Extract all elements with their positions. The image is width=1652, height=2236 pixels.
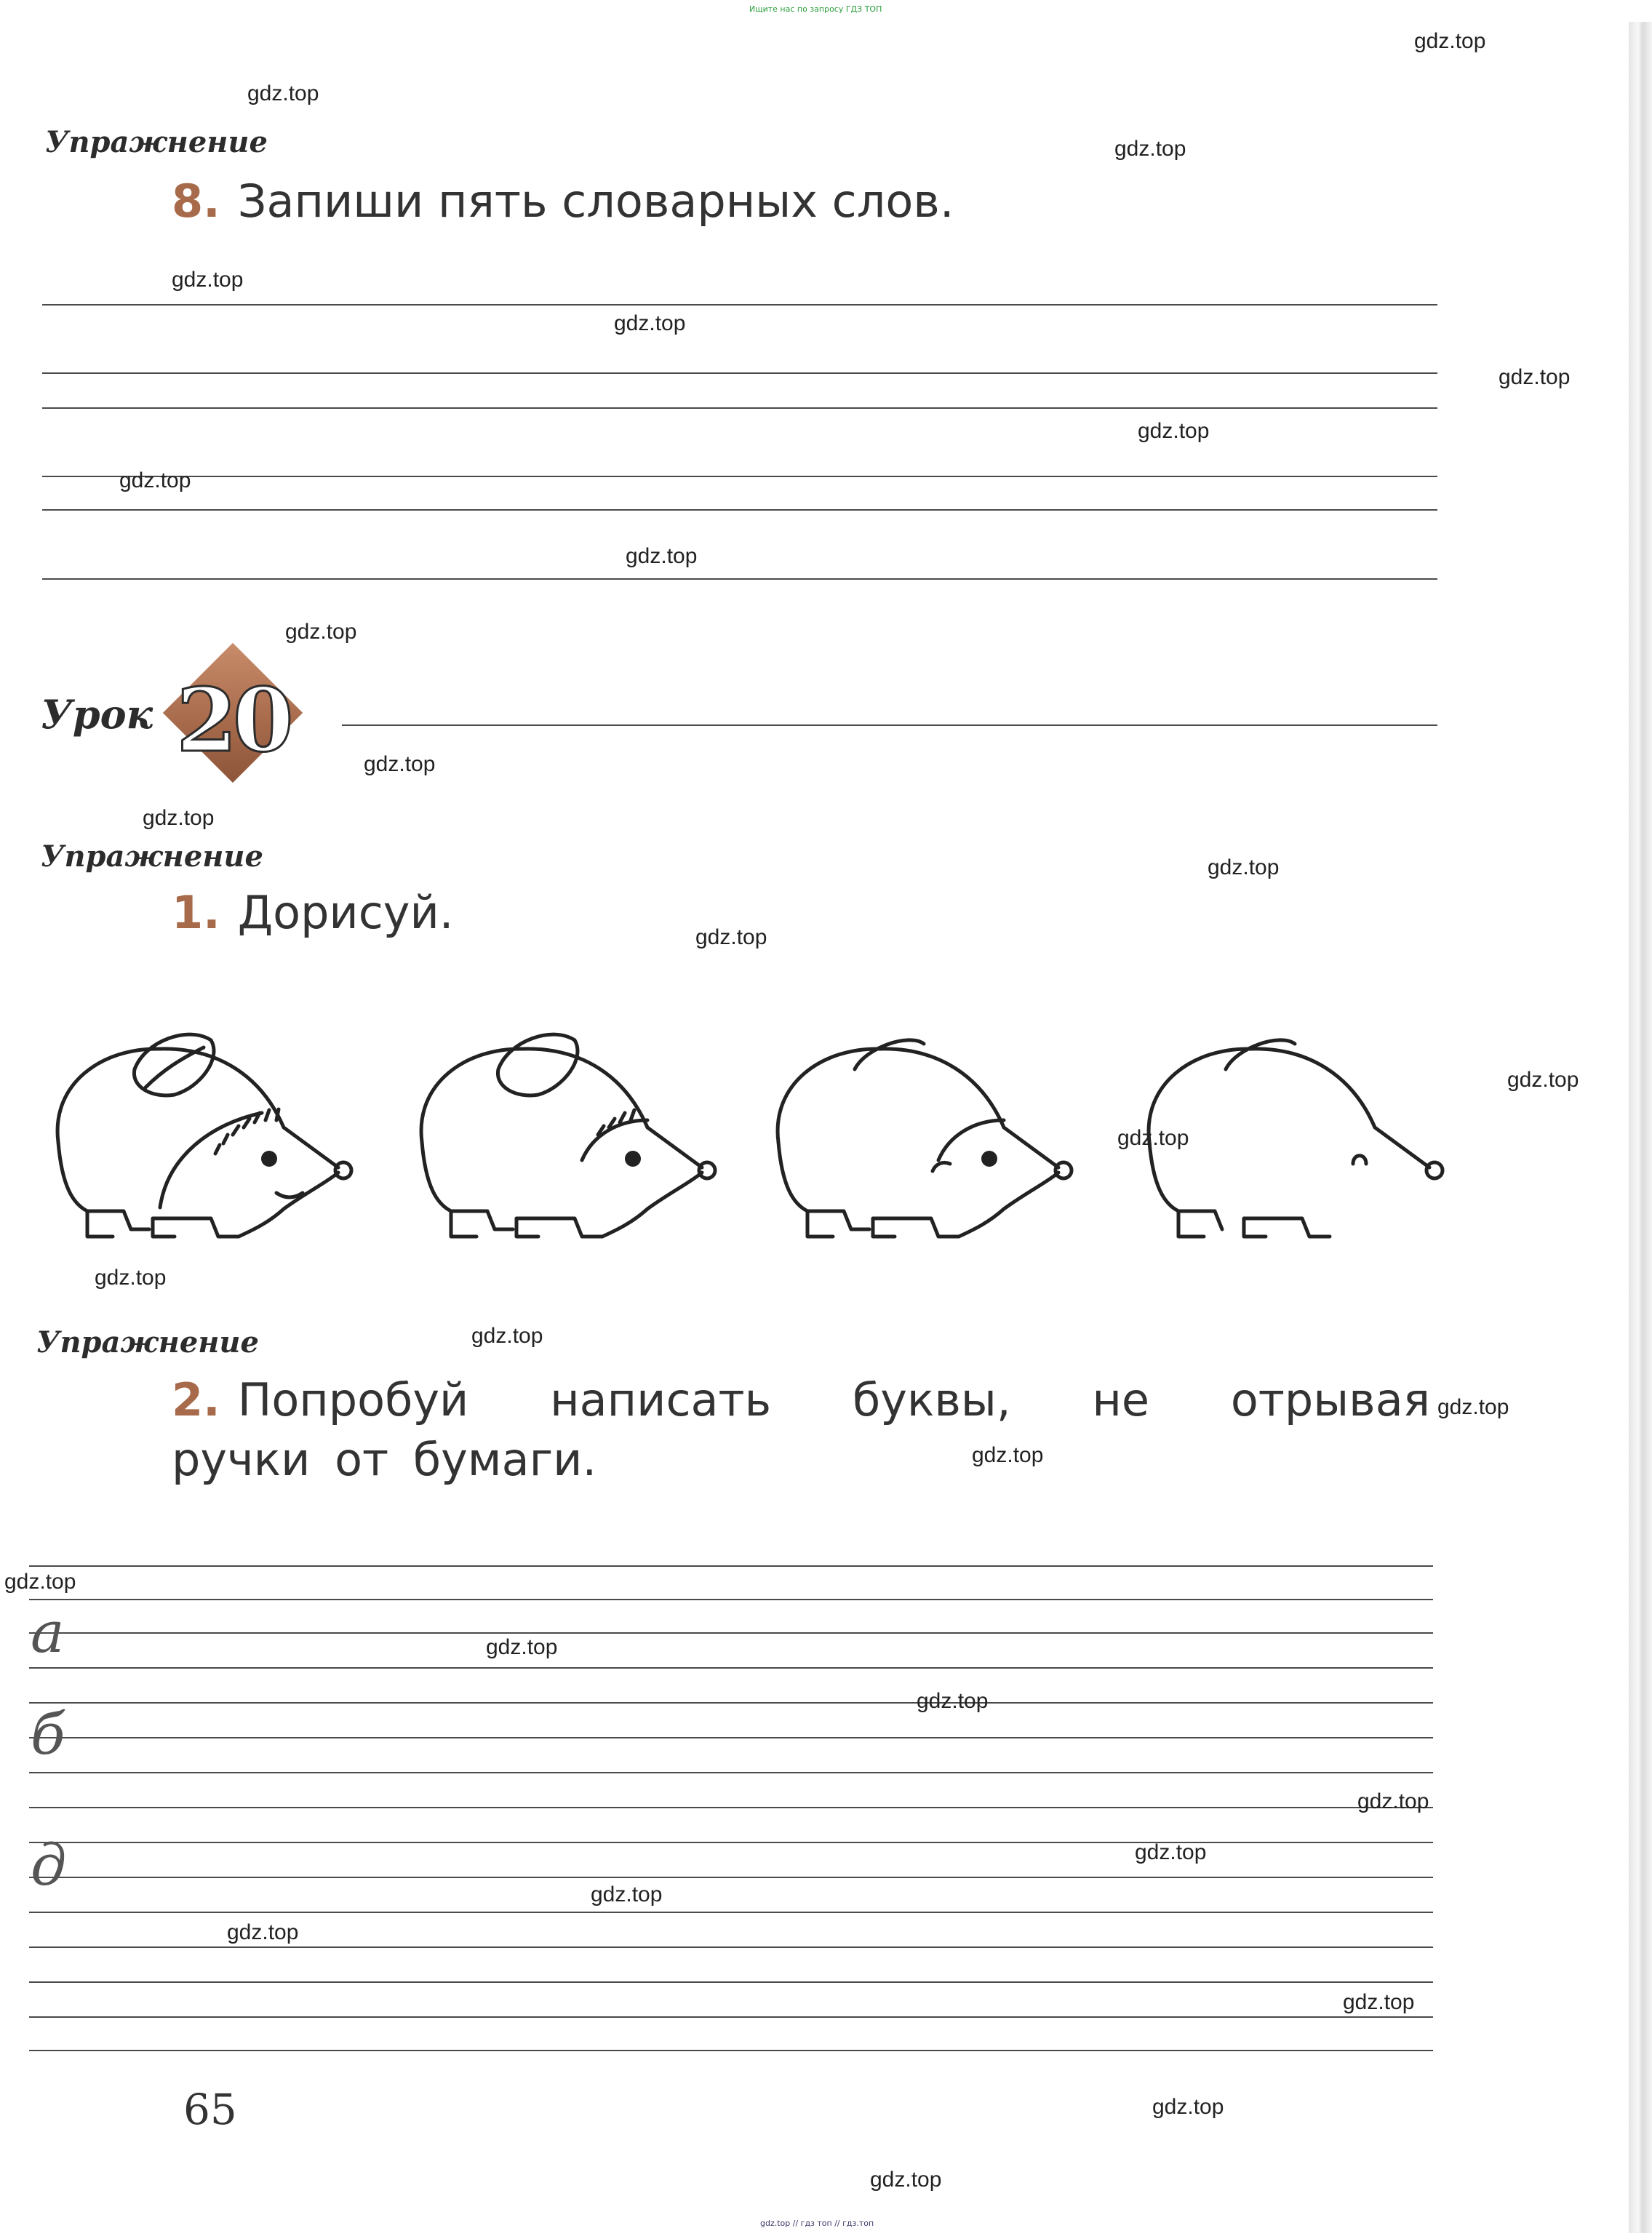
handwriting-line (29, 1632, 1433, 1634)
watermark: gdz.top (95, 1266, 167, 1290)
lesson-badge (160, 640, 306, 786)
exercise-8-text: Запиши пять словарных слов. (237, 175, 954, 228)
exercise-2-number: 2. (172, 1373, 220, 1426)
exercise-1-task (172, 886, 454, 939)
handwriting-line (29, 1807, 1433, 1808)
page-edge (1629, 22, 1652, 2233)
exercise-2-word: отрывая (1230, 1373, 1430, 1426)
exercise-1-number: 1. (172, 886, 220, 939)
watermark: gdz.top (972, 1443, 1044, 1467)
watermark: gdz.top (172, 268, 244, 292)
handwriting-line (29, 1946, 1433, 1948)
handwriting-line (29, 1737, 1433, 1738)
watermark: gdz.top (285, 620, 357, 644)
handwriting-line (29, 1981, 1433, 1983)
watermark: gdz.top (614, 311, 686, 335)
exercise-2-task-line-1 (172, 1373, 1430, 1426)
cursive-letter-d: д (31, 1833, 67, 1898)
cursive-letter-a: а (31, 1600, 65, 1666)
exercise-2-word: не (1092, 1373, 1150, 1426)
exercise-2-label: Упражнение (36, 1325, 259, 1359)
handwriting-line (29, 2050, 1433, 2051)
handwriting-line (29, 1877, 1433, 1878)
watermark: gdz.top (1357, 1789, 1429, 1813)
lesson-title-line (342, 724, 1437, 726)
watermark: gdz.top (1152, 2095, 1224, 2119)
handwriting-line (29, 1842, 1433, 1843)
hedgehog-drawings (29, 1004, 1455, 1266)
watermark: gdz.top (247, 81, 319, 105)
watermark: gdz.top (1114, 137, 1186, 161)
exercise-2-word: буквы, (852, 1373, 1011, 1426)
watermark: gdz.top (1208, 855, 1280, 879)
handwriting-line (29, 1599, 1433, 1600)
watermark: gdz.top (1343, 1990, 1415, 2014)
exercise-2-word: написать (550, 1373, 772, 1426)
answer-line (42, 476, 1437, 477)
exercise-2-task-line-2: ручки от бумаги. (172, 1433, 597, 1486)
exercise-8-task (172, 175, 954, 228)
handwriting-line (29, 1702, 1433, 1704)
watermark: gdz.top (1135, 1840, 1207, 1864)
answer-line (42, 407, 1437, 409)
exercise-8-label: Упражнение (45, 125, 268, 159)
exercise-8-number: 8. (172, 175, 220, 228)
answer-line (42, 304, 1437, 306)
hedgehog-2 (421, 1034, 715, 1237)
answer-line (42, 372, 1437, 374)
answer-line (42, 578, 1437, 580)
hedgehog-3 (778, 1040, 1072, 1237)
watermark: gdz.top (1499, 365, 1571, 389)
handwriting-line (29, 1667, 1433, 1669)
watermark: gdz.top (227, 1920, 299, 1944)
watermark: gdz.top (626, 544, 698, 568)
cursive-letter-b: б (31, 1702, 65, 1768)
handwriting-line (29, 2016, 1433, 2018)
handwriting-line (29, 1912, 1433, 1913)
watermark: gdz.top (143, 806, 215, 830)
watermark: gdz.top (364, 752, 436, 776)
lesson-label: Урок (41, 691, 153, 738)
watermark: gdz.top (471, 1324, 543, 1348)
watermark: gdz.top (1138, 419, 1210, 443)
watermark: gdz.top (1414, 29, 1486, 53)
watermark: gdz.top (917, 1689, 989, 1713)
exercise-1-text: Дорисуй. (237, 886, 454, 939)
watermark: gdz.top (4, 1570, 76, 1594)
handwriting-line (29, 1772, 1433, 1773)
handwriting-line (29, 1565, 1433, 1567)
watermark: gdz.top (1437, 1395, 1509, 1419)
watermark: gdz.top (591, 1882, 663, 1906)
watermark: gdz.top (119, 468, 191, 492)
answer-line (42, 509, 1437, 511)
exercise-2-word: Попробуй (237, 1373, 469, 1426)
watermark: gdz.top (1117, 1126, 1189, 1150)
footer-note: gdz.top // гдз топ // гдз.топ (760, 2219, 874, 2228)
exercise-1-label: Упражнение (41, 839, 263, 874)
header-note: Ищите нас по запросу ГДЗ ТОП (749, 4, 882, 14)
hedgehog-4 (1149, 1040, 1442, 1237)
hedgehog-1 (57, 1034, 351, 1237)
watermark: gdz.top (870, 2168, 942, 2192)
watermark: gdz.top (695, 925, 767, 949)
watermark: gdz.top (486, 1635, 558, 1659)
lesson-number: 20 (176, 669, 290, 772)
page-number: 65 (183, 2085, 237, 2134)
watermark: gdz.top (1507, 1068, 1579, 1092)
